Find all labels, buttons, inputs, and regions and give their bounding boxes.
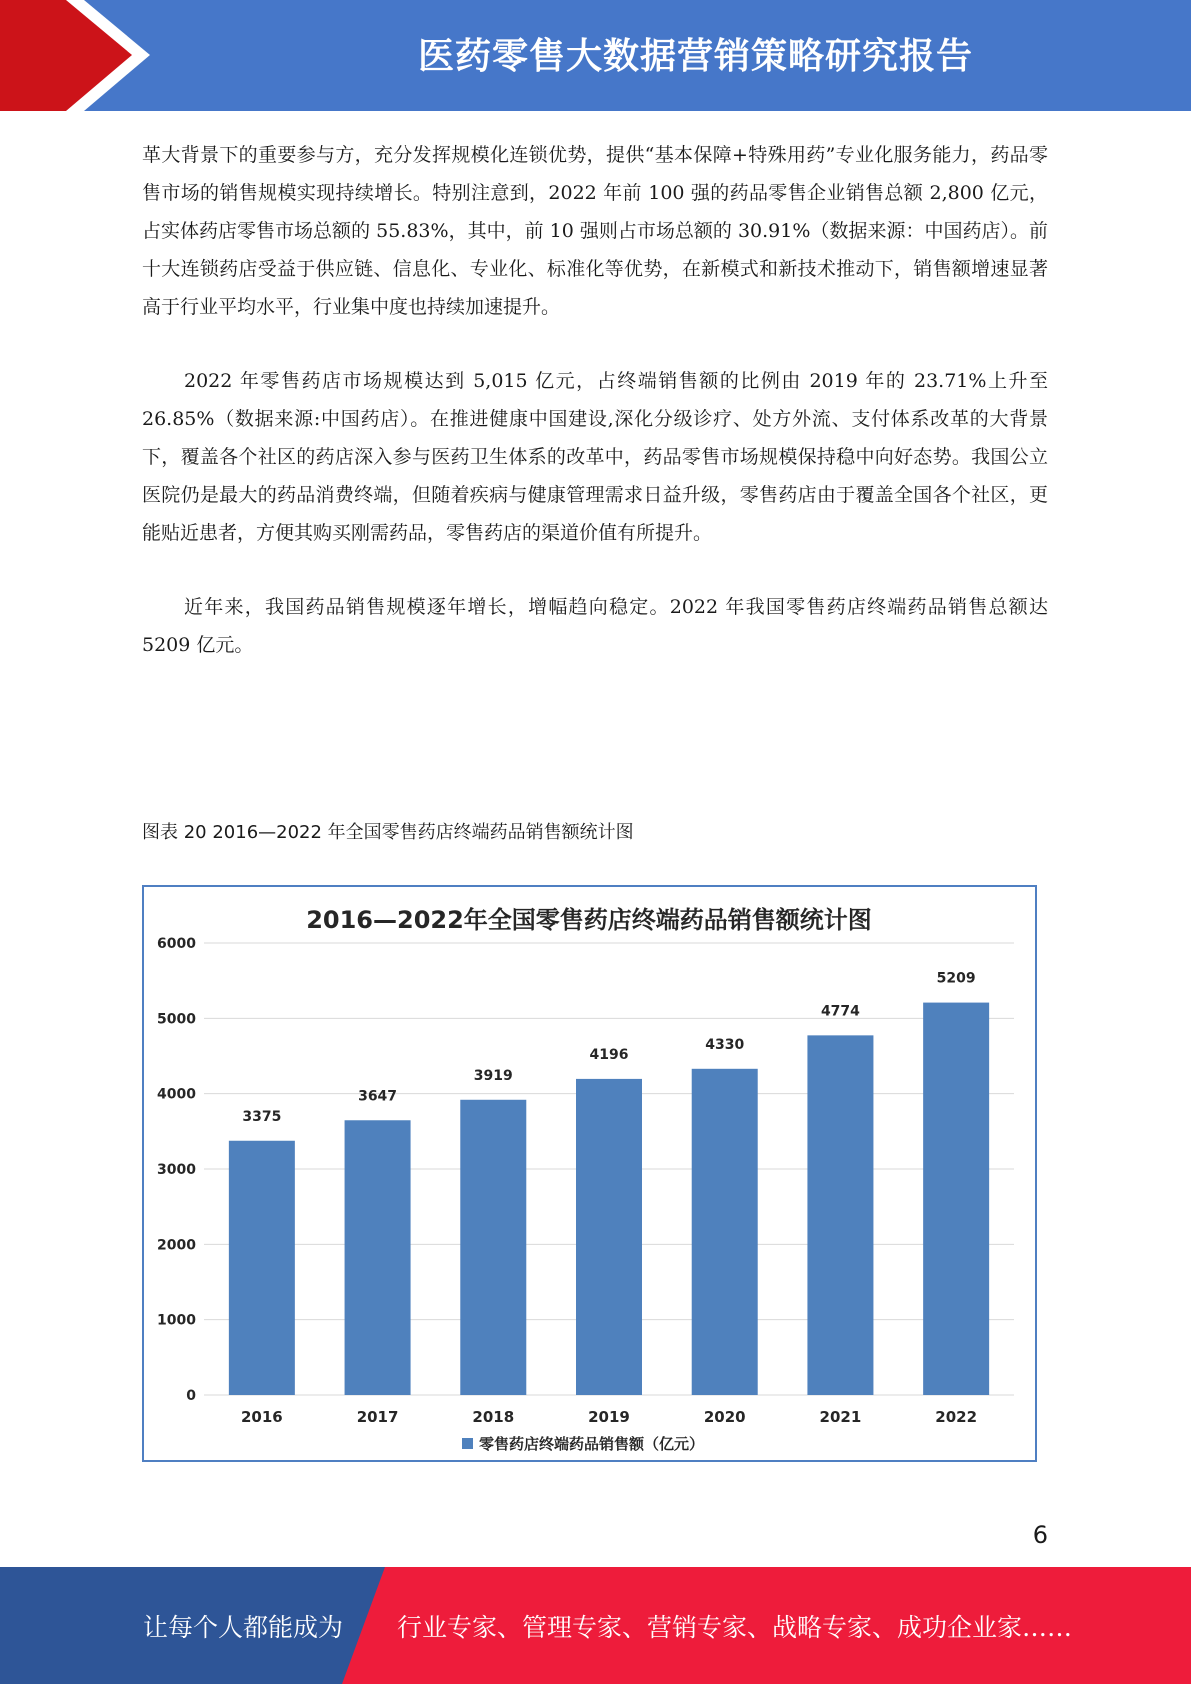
red-chevron-decoration [0,0,150,111]
x-tick-label: 2021 [819,1408,862,1426]
bar-chart [144,887,1035,1460]
footer-slogan-right: 行业专家、管理专家、营销专家、战略专家、成功企业家…… [397,1612,1073,1642]
x-tick-label: 2022 [935,1408,978,1426]
paragraph-2: 2022 年零售药店市场规模达到 5,015 亿元，占终端销售额的比例由 2019 年的 23.71%上升至 26.85%（数据来源:中国药店）。在推进健康中国建设,深化分级诊疗、处方外流、支付体系改革的大背景下，覆盖各个社区的药店深入参与医药卫生体系的改革中，药品零售市场规模保持稳中向好态势。我国公立医院仍是最大的药品消费终端，但随着疾病与健康管理需求日益升级，零售药店由于覆盖全国各个社区，更能贴近患者，方便其购买刚需药品，零售药店的渠道价值有所提升。 [142,370,1048,544]
chart-title: 2016—2022年全国零售药店终端药品销售额统计图 [306,906,872,934]
bar-2021 [807,1035,873,1395]
header-banner [0,0,1191,111]
data-label-2020: 4330 [705,1036,745,1053]
footer-banner [0,1567,1191,1684]
y-tick-label: 1000 [157,1312,196,1329]
y-tick-label: 0 [186,1388,196,1404]
y-tick-label: 4000 [157,1086,196,1103]
data-label-2016: 3375 [242,1108,282,1125]
legend-swatch [462,1438,473,1449]
data-label-2022: 5209 [936,970,976,987]
paragraph-3: 近年来，我国药品销售规模逐年增长，增幅趋向稳定。2022 年我国零售药店终端药品销售总额达 5209 亿元。 [142,596,1048,656]
x-tick-label: 2020 [703,1408,746,1426]
bar-2016 [229,1141,295,1395]
y-tick-label: 5000 [157,1011,196,1028]
data-label-2021: 4774 [820,1003,860,1020]
footer-slogan-left: 让每个人都能成为 [143,1612,344,1642]
body-text [142,136,1048,700]
chart-frame [142,885,1037,1462]
paragraph-1: 革大背景下的重要参与方，充分发挥规模化连锁优势，提供“基本保障+特殊用药”专业化服务能力，药品零售市场的销售规模实现持续增长。特别注意到，2022 年前 100 强的药品零售企业销售总额 2,800 亿元，占实体药店零售市场总额的 55.83%，其中，前 10 强则占市场总额的 30.91%（数据来源：中国药店）。前十大连锁药店受益于供应链、信息化、专业化、标准化等优势，在新模式和新技术推动下，销售额增速显著高于行业平均水平，行业集中度也持续加速提升。 [142,144,1048,318]
bar-2017 [345,1120,411,1395]
x-tick-label: 2018 [472,1408,515,1426]
data-label-2018: 3919 [473,1067,513,1084]
bar-2020 [692,1069,758,1395]
bar-2019 [576,1079,642,1395]
report-title: 医药零售大数据营销策略研究报告 [417,35,973,77]
bar-2022 [923,1003,989,1395]
figure-caption: 图表 20 2016—2022 年全国零售药店终端药品销售额统计图 [142,822,634,843]
page-number: 6 [1032,1521,1048,1549]
x-tick-label: 2017 [356,1408,399,1426]
bar-2018 [460,1100,526,1395]
y-tick-label: 6000 [157,936,196,952]
x-tick-label: 2019 [588,1408,630,1426]
data-label-2017: 3647 [358,1088,398,1105]
x-tick-label: 2016 [240,1408,283,1426]
y-tick-label: 3000 [157,1162,196,1178]
data-label-2019: 4196 [589,1046,629,1063]
legend-label: 零售药店终端药品销售额（亿元） [479,1435,705,1453]
y-tick-label: 2000 [157,1237,196,1254]
